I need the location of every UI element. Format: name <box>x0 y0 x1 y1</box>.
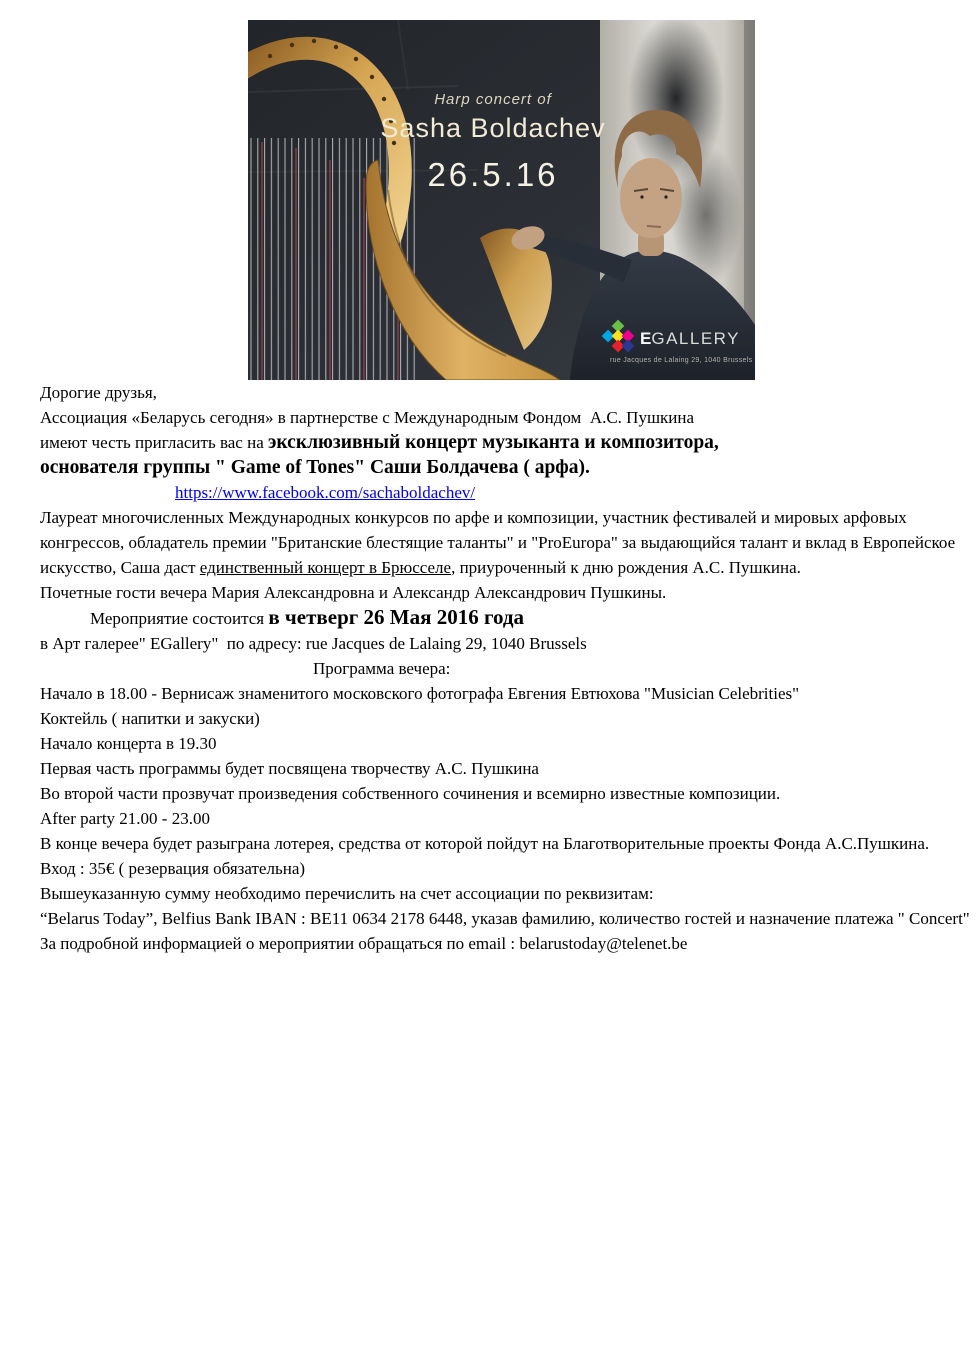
concert-poster <box>248 20 755 380</box>
poster-pretitle: Harp concert of <box>434 91 552 108</box>
greeting-line: Дорогие друзья, <box>40 383 157 402</box>
afterparty-line1: After party 21.00 - 23.00 <box>40 809 210 828</box>
concert-poster-image <box>248 20 755 380</box>
payment-paragraph <box>40 881 975 931</box>
venue-line: в Арт галерее" EGallery" по адресу: rue Jacques de Lalaing 29, 1040 Brussels <box>40 634 587 653</box>
invitation-letter <box>40 380 975 956</box>
egallery-logo-address: rue Jacques de Lalaing 29, 1040 Brussels <box>610 357 753 364</box>
honorary-guests-line: Почетные гости вечера Мария Александровна и Александр Александрович Пушкины. <box>40 583 667 602</box>
afterparty-paragraph <box>40 806 975 856</box>
egallery-logo-text: EGALLERY <box>640 329 740 348</box>
concert-line2: Первая часть программы будет посвящена творчеству А.С. Пушкина <box>40 759 539 778</box>
intro-line2-regular: имеют честь пригласить вас на <box>40 433 268 452</box>
concert-paragraph <box>40 731 975 806</box>
bio-text-after: , приуроченный к дню рождения А.С. Пушкина. <box>451 558 801 577</box>
concert-line1: Начало концерта в 19.30 <box>40 734 217 753</box>
intro-paragraph <box>40 405 975 480</box>
poster-date: 26.5.16 <box>427 156 559 193</box>
event-date-line <box>40 605 975 631</box>
facebook-link[interactable]: https://www.facebook.com/sachaboldachev/ <box>175 483 476 502</box>
afterparty-line2: В конце вечера будет разыграна лотерея, средства от которой пойдут на Благотворительные проекты Фонда А.С.Пушкина. <box>40 834 930 853</box>
program-line2: Коктейль ( напитки и закуски) <box>40 709 260 728</box>
payment-line2: “Belarus Today”, Belfius Bank IBAN : BE11 0634 2178 6448, указав фамилию, количество гостей и назначение платежа " Concert" <box>40 909 970 928</box>
poster-title: Sasha Boldachev <box>380 113 606 143</box>
facebook-link-line <box>40 480 975 505</box>
concert-line3: Во второй части прозвучат произведения собственного сочинения и всемирно известные композиции. <box>40 784 781 803</box>
payment-line1: Вышеуказанную сумму необходимо перечислить на счет ассоциации по реквизитам: <box>40 884 654 903</box>
intro-line3-bold: основателя группы " Game of Tones" Саши Болдачева ( арфа). <box>40 457 590 478</box>
program-paragraph <box>40 681 975 731</box>
bio-underlined-text: единственный концерт в Брюсселе <box>199 558 452 577</box>
bio-text-before: Лауреат многочисленных Международных конкурсов по арфе и композиции, участник фестивалей и мировых арфовых конгрессов, обладатель премии "Британские блестящие таланты" и "ProEuropa" за выдающийся талант и вклад в Европейское искусство, Саша даст <box>40 508 960 577</box>
bio-paragraph <box>40 505 975 580</box>
program-title: Программа вечера: <box>313 659 451 678</box>
entrance-fee-line: Вход : 35€ ( резервация обязательна) <box>40 859 306 878</box>
event-date-bold: в четверг 26 Мая 2016 года <box>268 605 525 629</box>
event-prefix: Мероприятие состоится <box>90 609 269 628</box>
program-line1: Начало в 18.00 - Вернисаж знаменитого московского фотографа Евгения Евтюхова "Musician Celebrities" <box>40 684 800 703</box>
intro-line1: Ассоциация «Беларусь сегодня» в партнерстве с Международным Фондом А.С. Пушкина <box>40 408 695 427</box>
intro-line2-bold: эксклюзивный концерт музыканта и композитора, <box>268 432 719 453</box>
contact-line: За подробной информацией о мероприятии обращаться по email : belarustoday@telenet.be <box>40 934 688 953</box>
